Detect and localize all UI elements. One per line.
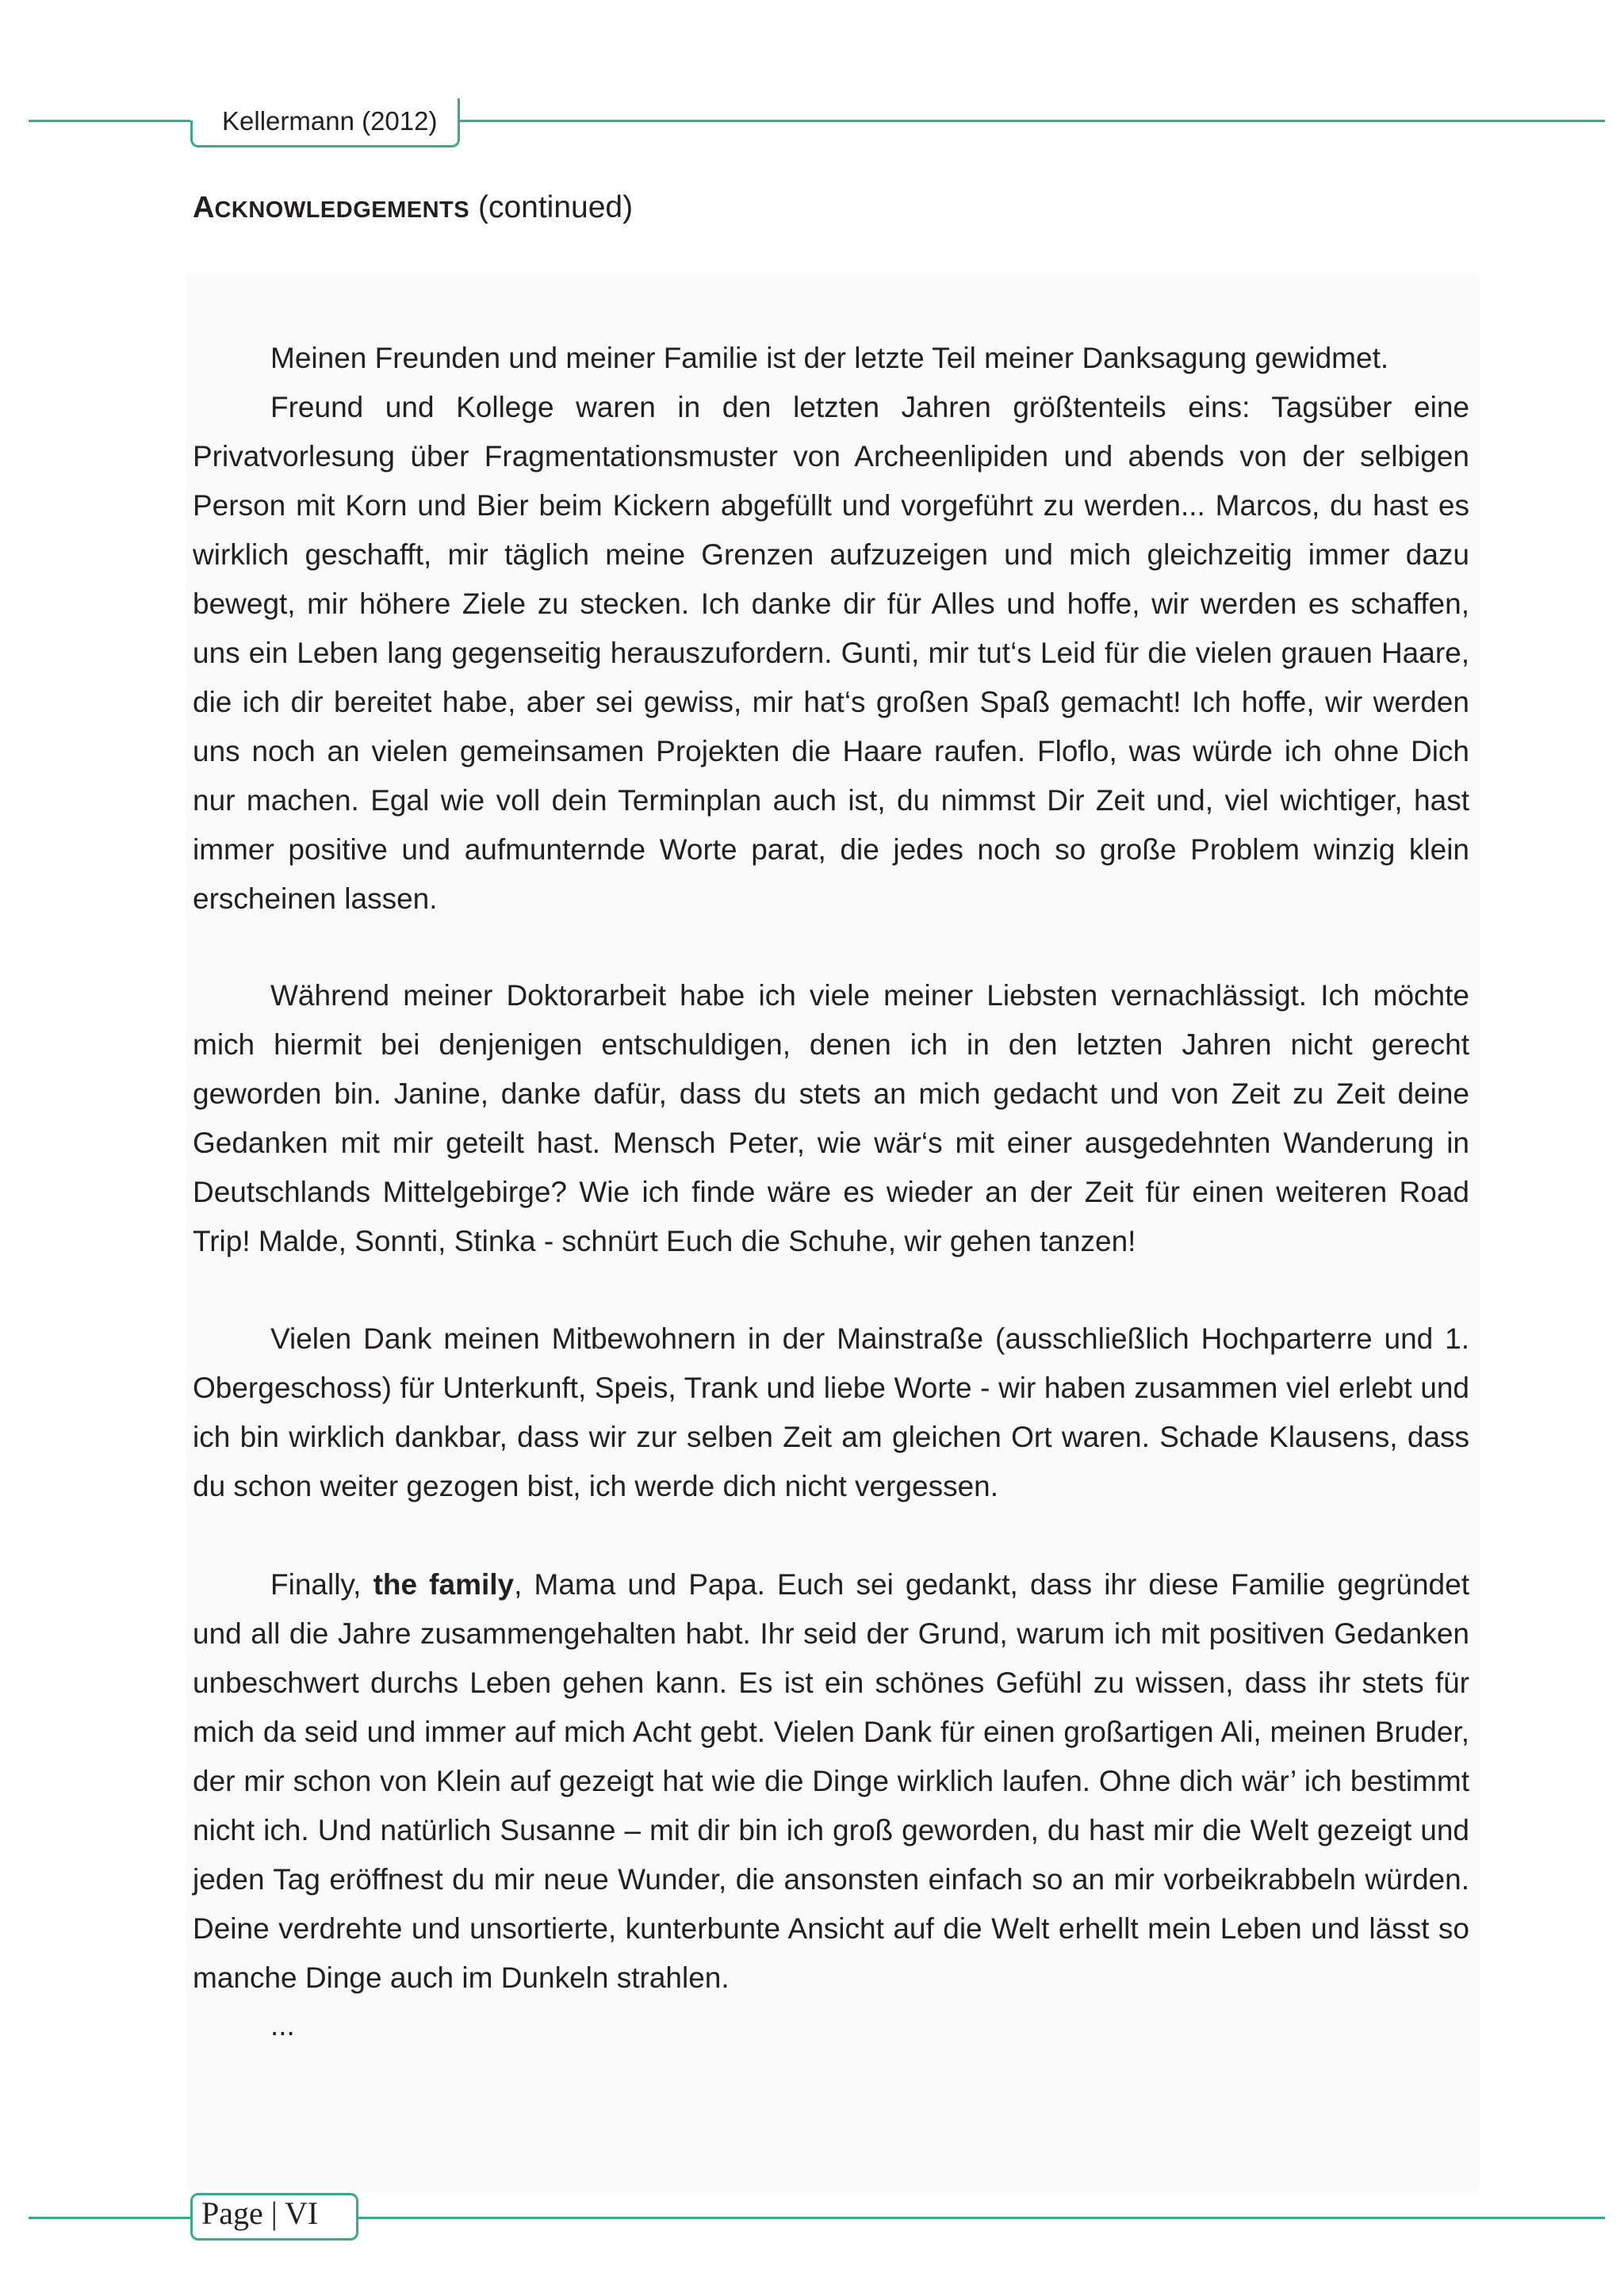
paragraph-2: Freund und Kollege waren in den letzten Jahren größtenteils eins: Tagsüber eine Privatvorlesung über Fragmentationsmuster von Archeenlipiden und abends von der selbigen Person mit Korn und Bier beim Kickern abgefüllt und vorgeführt zu werden... Marcos, du hast es wirklich geschafft, mir täglich meine Grenzen aufzuzeigen und mich gleichzeitig immer dazu bewegt, mir höhere Ziele zu stecken. Ich danke dir für Alles und hoffe, wir werden es schaffen, uns ein Leben lang gegenseitig herauszufordern. Gunti, mir tut‘s Leid für die vielen grauen Haare, die ich dir bereitet habe, aber sei gewiss, mir hat‘s großen Spaß gemacht! Ich hoffe, wir werden uns noch an vielen gemeinsamen Projekten die Haare raufen. Floflo, was würde ich ohne Dich nur machen. Egal wie voll dein Terminplan auch ist, du nimmst Dir Zeit und, viel wichtiger, hast immer positive und aufmunternde Worte parat, die jedes noch so große Problem winzig klein erscheinen lassen. [193,391,1469,915]
page-number: Page | VI [201,2195,319,2231]
section-title [193,190,633,225]
paragraph-5-emphasis: the family [373,1568,515,1601]
paragraph-block-5 [193,2001,1469,2050]
running-head: Kellermann (2012) [222,106,438,136]
section-title-smallcaps: CKNOWLEDGEMENTS [214,197,470,223]
header-rule-right [458,120,1605,122]
paragraph-4: Vielen Dank meinen Mitbewohnern in der Mainstraße (ausschließlich Hochparterre und 1. Obergeschoss) für Unterkunft, Speis, Trank und liebe Worte - wir haben zusammen viel erlebt und ich bin wirklich dankbar, dass wir zur selben Zeit am gleichen Ort waren. Schade Klausens, dass du schon weiter gezogen bist, ich werde dich nicht vergessen. [193,1322,1469,1502]
header-rule-left [29,120,192,122]
paragraph-1: Meinen Freunden und meiner Familie ist der letzte Teil meiner Danksagung gewidmet. [270,342,1389,374]
footer-rule-right [358,2217,1605,2219]
section-title-suffix: (continued) [477,190,634,224]
paragraph-5 [193,1560,1469,2003]
paragraph-ellipsis: ... [270,2009,295,2042]
paragraph-block-3 [193,1314,1469,1511]
paragraph-block-2 [193,971,1469,1266]
paragraph-5-body: , Mama und Papa. Euch sei gedankt, dass ihr diese Familie gegründet und all die Jahre zusammengehalten habt. Ihr seid der Grund, warum ich mit positiven Gedanken unbeschwert durchs Leben gehen kann. Es ist ein schönes Gefühl zu wissen, dass ihr stets für mich da seid und immer auf mich Acht gebt. Vielen Dank für einen großartigen Ali, meinen Bruder, der mir schon von Klein auf gezeigt hat wie die Dinge wirklich laufen. Ohne dich wär’ ich bestimmt nicht ich. Und natürlich Susanne – mit dir bin ich groß geworden, du hast mir die Welt gezeigt und jeden Tag eröffnest du mir neue Wunder, die ansonsten einfach so an mir vorbeikrabbeln würden. Deine verdrehte und unsortierte, kunterbunte Ansicht auf die Welt erhellt mein Leben und lässt so manche Dinge auch im Dunkeln strahlen. [193,1568,1469,1994]
paragraph-5-lead: Finally, [270,1568,373,1601]
section-title-initial: A [193,191,215,224]
paragraph-block-4 [193,1560,1469,2003]
footer-rule-left [29,2217,192,2219]
paragraph-block-1 [193,334,1469,924]
paragraph-3: Während meiner Doktorarbeit habe ich viele meiner Liebsten vernachlässigt. Ich möchte mich hiermit bei denjenigen entschuldigen, denen ich in den letzten Jahren nicht gerecht geworden bin. Janine, danke dafür, dass du stets an mich gedacht und von Zeit zu Zeit deine Gedanken mit mir geteilt hast. Mensch Peter, wie wär‘s mit einer ausgedehnten Wanderung in Deutschlands Mittelgebirge? Wie ich finde wäre es wieder an der Zeit für einen weiteren Road Trip! Malde, Sonnti, Stinka - schnürt Euch die Schuhe, wir gehen tanzen! [193,979,1469,1257]
